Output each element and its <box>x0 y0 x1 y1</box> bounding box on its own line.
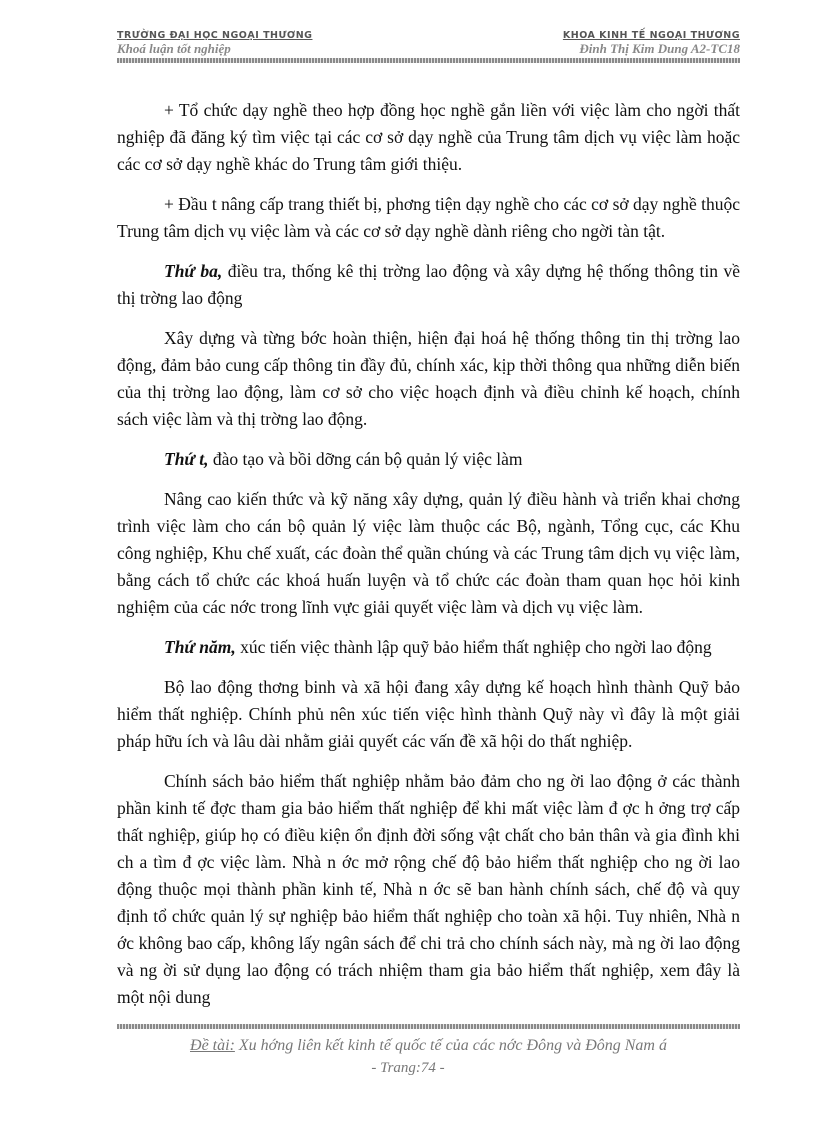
thesis-title-text: Xu hớng liên kết kinh tế quốc tế của các nớc Đông và Đông Nam á <box>234 1037 667 1054</box>
paragraph: + Tổ chức dạy nghề theo hợp đồng học nghề gắn liền với việc làm cho ngời thất nghiệp đã đăng ký tìm việc tại các cơ sở dạy nghề của Trung tâm dịch vụ việc làm hoặc các cơ sở dạy nghề khác do Trung tâm giới thiệu. <box>117 100 740 174</box>
thesis-title-label: Đề tài: <box>190 1037 235 1054</box>
paragraph: Thứ ba, điều tra, thống kê thị trờng lao động và xây dựng hệ thống thông tin về thị trờng lao động <box>117 261 740 308</box>
university-name: TRƯỜNG ĐẠI HỌC NGOẠI THƯƠNG <box>117 30 313 41</box>
body-text <box>117 97 740 1024</box>
paragraph: Bộ lao động thơng binh và xã hội đang xây dựng kế hoạch hình thành Quỹ bảo hiểm thất nghiệp. Chính phủ nên xúc tiến việc hình thành Quỹ này vì đây là một giải pháp hữu ích và lâu dài nhằm giải quyết các vấn đề xã hội do thất nghiệp. <box>117 677 740 751</box>
document-type: Khoá luận tốt nghiệp <box>117 41 231 56</box>
faculty-name: KHOA KINH TẾ NGOẠI THƯƠNG <box>562 30 740 41</box>
paragraph: Nâng cao kiến thức và kỹ năng xây dựng, quản lý điều hành và triển khai chơng trình việc làm cho cán bộ quản lý việc làm thuộc các Bộ, ngành, Tổng cục, các Khu công nghiệp, Khu chế xuất, các đoàn thể quần chúng và các Trung tâm dịch vụ việc làm, bằng cách tổ chức các khoá huấn luyện và tổ chức các đoàn tham quan học hỏi kinh nghiệm của các nớc trong lĩnh vực giải quyết việc làm và dịch vụ việc làm. <box>117 489 740 617</box>
paragraph: Xây dựng và từng bớc hoàn thiện, hiện đại hoá hệ thống thông tin thị trờng lao động, đảm bảo cung cấp thông tin đầy đủ, chính xác, kịp thời thông qua những diễn biến của thị trờng lao động, làm cơ sở cho việc hoạch định và điều chỉnh kế hoạch, chính sách việc làm và thị trờng lao động. <box>117 328 740 429</box>
paragraph: Thứ năm, xúc tiến việc thành lập quỹ bảo hiểm thất nghiệp cho ngời lao động <box>164 637 712 657</box>
header-rule <box>117 58 740 63</box>
paragraph: Chính sách bảo hiểm thất nghiệp nhằm bảo đảm cho ng ời lao động ở các thành phần kinh tế đợc tham gia bảo hiểm thất nghiệp để khi mất việc làm đ ợc h ởng trợ cấp thất nghiệp, giúp họ có điều kiện ổn định đời sống vật chất cho bản thân và gia đình khi ch a tìm đ ợc việc làm. Nhà n ớc mở rộng chế độ bảo hiểm thất nghiệp cho ng ời lao động thuộc mọi thành phần kinh tế, Nhà n ớc sẽ ban hành chính sách, chế độ và quy định tổ chức quản lý sự nghiệp bảo hiểm thất nghiệp cho toàn xã hội. Tuy nhiên, Nhà n ớc không bao cấp, không lấy ngân sách để chi trả cho chính sách này, mà ng ời lao động và ng ời sử dụng lao động có trách nhiệm tham gia bảo hiểm thất nghiệp, xem đây là một nội dung <box>117 771 740 1007</box>
thesis-title <box>117 1035 740 1057</box>
page-number: - Trang:74 - <box>371 1060 445 1076</box>
author-name: Đinh Thị Kim Dung A2-TC18 <box>579 41 740 56</box>
paragraph: Thứ t, đào tạo và bồi dỡng cán bộ quản lý việc làm <box>164 449 523 469</box>
paragraph: + Đầu t nâng cấp trang thiết bị, phơng tiện dạy nghề cho các cơ sở dạy nghề thuộc Trung tâm dịch vụ việc làm và các cơ sở dạy nghề dành riêng cho ngời tàn tật. <box>117 194 740 241</box>
footer-rule <box>117 1024 740 1029</box>
